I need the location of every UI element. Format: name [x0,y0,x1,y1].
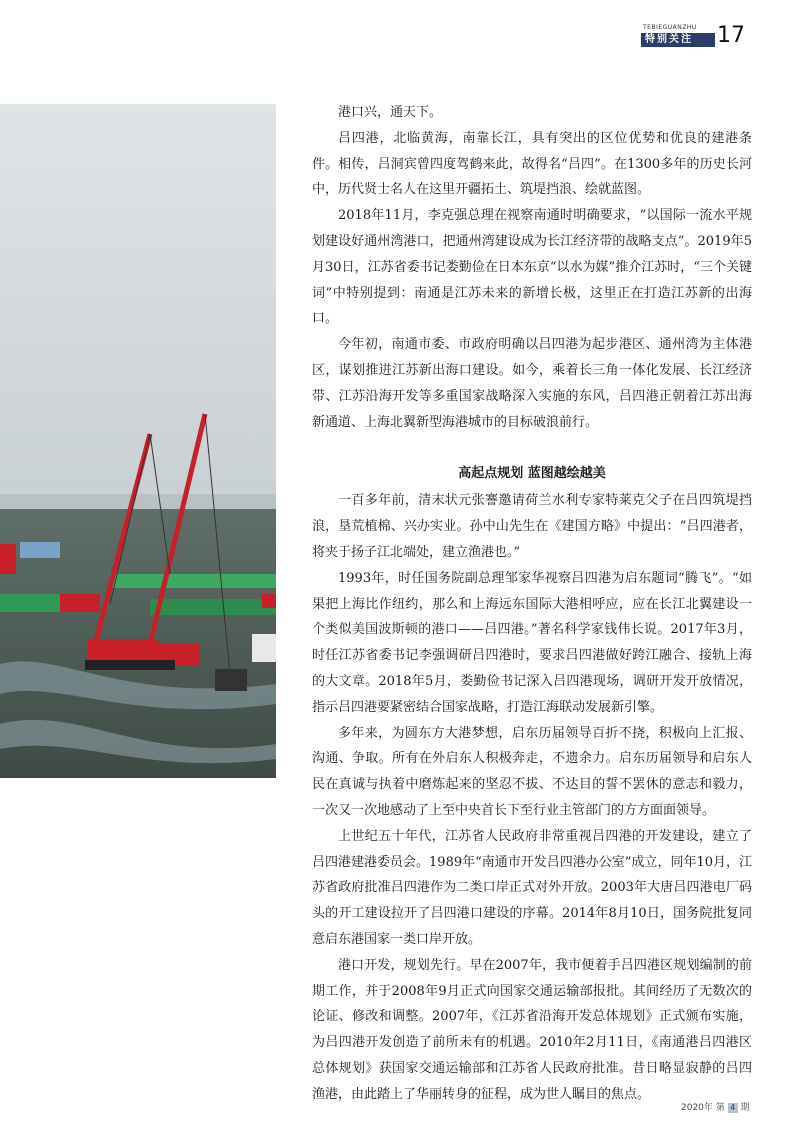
issue-footer [681,1100,750,1113]
running-header [641,24,751,48]
paragraph: 一百多年前，清末状元张謇邀请荷兰水利专家特莱克父子在吕四筑堤挡浪，垦荒植棉、兴办实业。孙中山先生在《建国方略》中提出：“吕四港者，将夹于扬子江北端处，建立渔港也。” [312,493,752,560]
column-title: 特别关注 [641,33,715,47]
paragraph: 多年来，为圆东方大港梦想，启东历届领导百折不挠，积极向上汇报、沟通、争取。所有在外启东人积极奔走，不遗余力。启东历届领导和启东人民在真诚与执着中磨炼起来的坚忍不拔、不达目的誓不罢休的意志和毅力，一次又一次地感动了上至中央首长下至行业主管部门的方方面面领导。 [312,725,752,818]
footer-year: 2020年 第 [681,1103,725,1113]
paragraph: 港口开发，规划先行。早在2007年，我市便着手吕四港区规划编制的前期工作，并于2008年9月正式向国家交通运输部报批。其间经历了无数次的论证、修改和调整。2007年，《江苏省沿海开发总体规划》正式颁布实施，为吕四港开发创造了前所未有的机遇。2010年2月11日，《南通港吕四港区总体规划》获国家交通运输部和江苏省人民政府批准。昔日略显寂静的吕四渔港，由此踏上了华丽转身的征程，成为世人瞩目的焦点。 [312,957,752,1102]
paragraph: 今年初，南通市委、市政府明确以吕四港为起步港区、通州湾为主体港区，谋划推进江苏新出海口建设。如今，乘着长三角一体化发展、长江经济带、江苏沿海开发等多重国家战略深入实施的东风，吕四港正朝着江苏出海新通道、上海北翼新型海港城市的目标破浪前行。 [312,337,752,430]
paragraph: 上世纪五十年代，江苏省人民政府非常重视吕四港的开发建设，建立了吕四港建港委员会。1989年“南通市开发吕四港办公室”成立，同年10月，江苏省政府批准吕四港作为二类口岸正式对外开放。2003年大唐吕四港电厂码头的开工建设拉开了吕四港口建设的序幕。2014年8月10日，国务院批复同意启东港国家一类口岸开放。 [312,828,752,947]
paragraph: 吕四港，北临黄海，南靠长江，具有突出的区位优势和优良的建港条件。相传，吕洞宾曾四度驾鹤来此，故得名“吕四”。在1300多年的历史长河中，历代贤士名人在这里开疆拓土、筑堤挡浪、绘就蓝图。 [312,130,752,198]
port-construction-photo [0,104,276,778]
paragraph: 1993年，时任国务院副总理邹家华视察吕四港为启东题词“腾飞”。“如果把上海比作纽约，那么和上海远东国际大港相呼应，应在长江北翼建设一个类似美国波斯顿的港口——吕四港。”著名科学家钱伟长说。2017年3月，时任江苏省委书记李强调研吕四港时，要求吕四港做好跨江融合、接轨上海的大文章。2018年5月，娄勤俭书记深入吕四港现场，调研开发开放情况，指示吕四港要紧密结合国家战略，打造江海联动发展新引擎。 [312,570,752,715]
column-pinyin: TEBIEGUANZHU [643,24,697,31]
article-body [312,100,752,1107]
footer-suffix: 期 [740,1103,750,1113]
paragraph: 2018年11月，李克强总理在视察南通时明确要求，“以国际一流水平规划建设好通州湾港口，把通州湾建设成为长江经济带的战略支点”。2019年5月30日，江苏省委书记娄勤俭在日本东京“以水为媒”推介江苏时，“三个关键词”中特别提到：南通是江苏未来的新增长极，这里正在打造江苏新的出海口。 [312,208,752,327]
paragraph: 港口兴，通天下。 [338,105,443,120]
footer-issue-number: 4 [728,1103,738,1113]
page-number: 17 [717,23,745,48]
section-heading: 高起点规划 蓝图越绘越美 [458,466,606,482]
